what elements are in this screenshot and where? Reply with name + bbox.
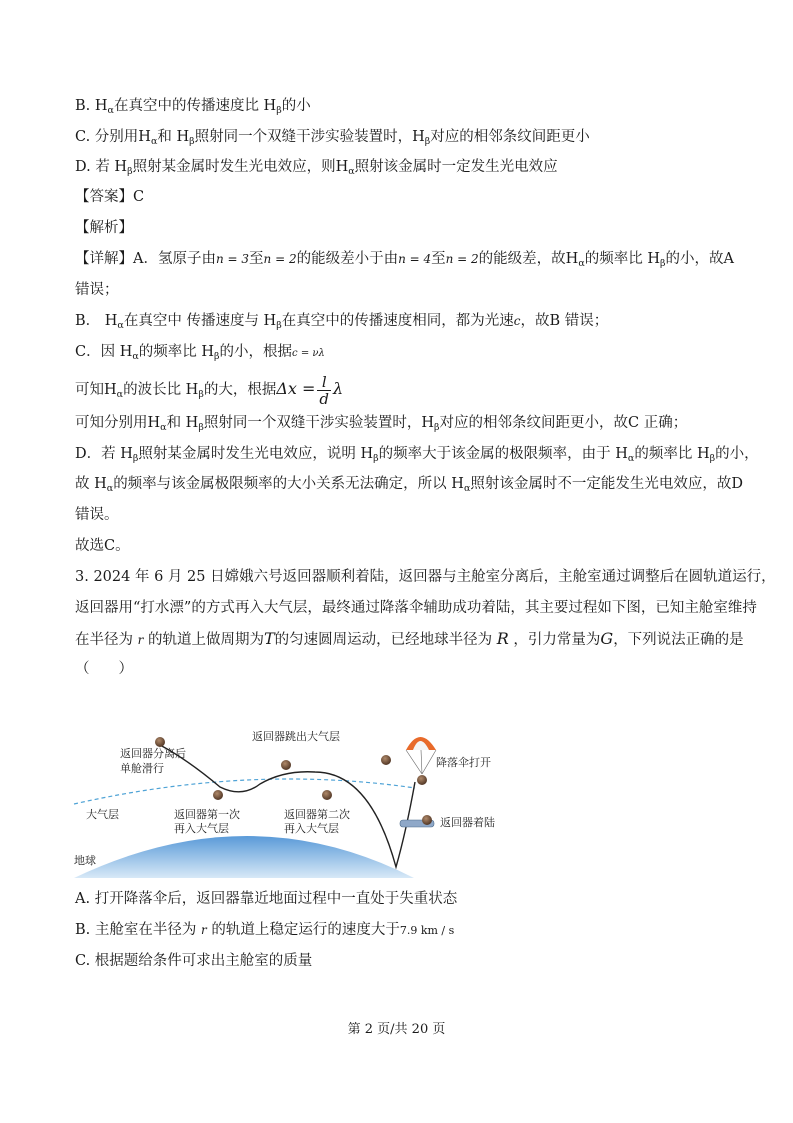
label-reentry1-1: 返回器第一次: [174, 808, 240, 821]
label-landing: 返回器着陆: [440, 816, 495, 829]
label-reentry2-2: 再入大气层: [284, 822, 339, 835]
page-footer: 第 2 页/共 20 页: [347, 1022, 446, 1037]
analysis-label: 【解析】: [75, 220, 133, 236]
label-atmosphere: 大气层: [86, 808, 119, 821]
detail-c-line3: 可知分别用$H_\alpha$和 $H_\beta$照射同一个双缝干涉实验装置时，$H_\beta$对应的相邻条纹间距更小，故C 正确；: [75, 415, 688, 433]
detail-a-line1: 【详解】A．氢原子由n = 3至n = 2的能级差小于由n = 4至n = 2的能级差，故$H_\alpha$的频率比 $H_\beta$的小，故A: [75, 251, 734, 269]
q3-option-b: B. 主舱室在半径为 r 的轨道上稳定运行的速度大于7.9 km / s: [75, 922, 455, 938]
label-reentry1-2: 再入大气层: [174, 822, 229, 835]
label-separate-2: 单舱滑行: [120, 762, 164, 775]
capsule-icon: [422, 815, 432, 825]
question3-line2: 返回器用“打水漂”的方式再入大气层，最终通过降落伞辅助成功着陆，其主要过程如下图，已知主舱室维持: [75, 600, 757, 616]
question3-line3: 在半径为 r 的轨道上做周期为T的匀速圆周运动，已经地球半径为 R ，引力常量为G，下列说法正确的是: [75, 629, 744, 648]
answer-line: [75, 187, 735, 207]
label-reentry2-1: 返回器第二次: [284, 808, 350, 821]
label-earth: 地球: [74, 854, 96, 867]
capsule-icon: [381, 755, 391, 765]
q3-option-c: C. 根据题给条件可求出主舱室的质量: [75, 953, 313, 969]
question3-line4: （ ）: [75, 661, 133, 677]
capsule-icon: [213, 790, 223, 800]
detail-d-line2: 故 $H_\alpha$的频率与该金属极限频率的大小关系无法确定，所以 $H_\alpha$照射该金属时不一定能发生光电效应，故D: [75, 476, 743, 494]
capsule-icon: [417, 775, 427, 785]
capsule-icon: [155, 737, 165, 747]
label-skip: 返回器跳出大气层: [252, 730, 340, 743]
answer-value: C: [133, 189, 145, 205]
earth-surface: [74, 836, 414, 878]
conclusion: 故选C。: [75, 538, 130, 554]
option-c: C. 分别用$H_\alpha$和 $H_\beta$照射同一个双缝干涉实验装置时，$H_\beta$对应的相邻条纹间距更小: [75, 129, 590, 147]
label-parachute: 降落伞打开: [436, 756, 491, 769]
detail-b: B． $H_\alpha$在真空中 传播速度与 $H_\beta$在真空中的传播速度相同，都为光速c，故B 错误；: [75, 313, 609, 331]
detail-d-line3: 错误。: [75, 507, 119, 523]
detail-c-line1: C．因 $H_\alpha$的频率比 $H_\beta$的小，根据c = νλ: [75, 344, 325, 362]
detail-c-line2: 可知$H_\alpha$的波长比 $H_\beta$的大，根据Δx = $\frac{l}{d}$ λ: [75, 372, 344, 408]
option-d: D. 若 $H_\beta$照射某金属时发生光电效应，则$H_\alpha$照射该金属时一定发生光电效应: [75, 159, 558, 177]
reentry-diagram: [70, 712, 495, 884]
capsule-icon: [281, 760, 291, 770]
label-separate-1: 返回器分离后: [120, 747, 186, 760]
capsule-icon: [322, 790, 332, 800]
q3-option-a: A. 打开降落伞后，返回器靠近地面过程中一直处于失重状态: [75, 891, 458, 907]
option-b: B. $H_\alpha$在真空中的传播速度比 $H_\beta$的小: [75, 98, 311, 116]
parachute-icon: [406, 737, 436, 774]
detail-a-line2: 错误；: [75, 282, 119, 298]
answer-label: 【答案】: [75, 189, 133, 205]
fraction-l-over-d: $\frac{l}{d}$: [319, 372, 330, 408]
question3-line1: 3. 2024 年 6 月 25 日嫦娥六号返回器顺利着陆，返回器与主舱室分离后，主舱室通过调整后在圆轨道运行，: [75, 569, 776, 585]
detail-d-line1: D．若 $H_\beta$照射某金属时发生光电效应，说明 $H_\beta$的频率大于该金属的极限频率，由于 $H_\alpha$的频率比 $H_\beta$的小，: [75, 446, 759, 464]
